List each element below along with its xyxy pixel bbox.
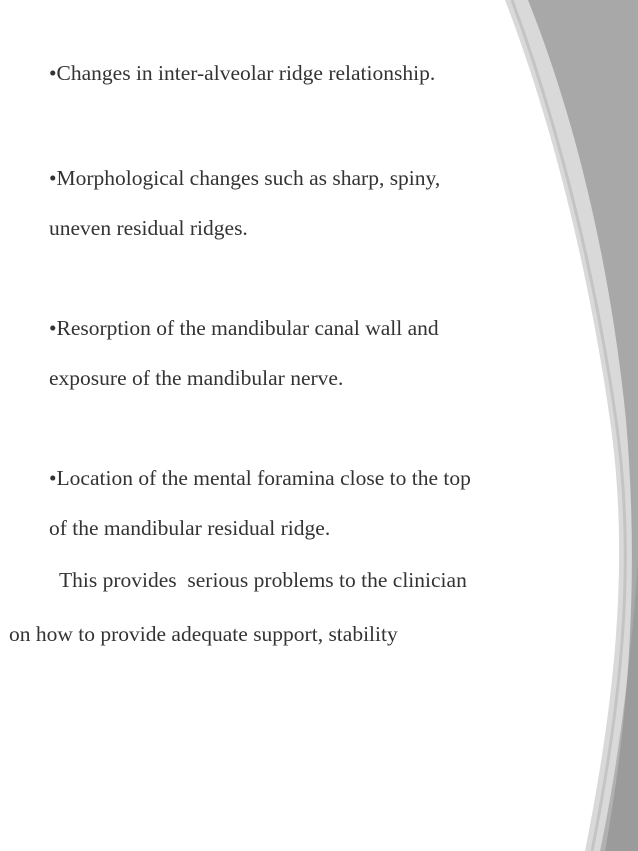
bullet-line-3: •Resorption of the mandibular canal wall and [49,316,439,340]
bullet-line-1: •Changes in inter-alveolar ridge relationship. [49,61,436,85]
bullet-line-4-cont: of the mandibular residual ridge. [49,516,331,540]
bullet-line-4: •Location of the mental foramina close to the top [49,466,471,490]
bullet-line-2-cont: uneven residual ridges. [49,216,248,240]
paragraph-line-2: on how to provide adequate support, stability [9,622,398,646]
bullet-line-3-cont: exposure of the mandibular nerve. [49,366,344,390]
bullet-line-2: •Morphological changes such as sharp, spiny, [49,166,441,190]
paragraph-line-1: This provides serious problems to the clinician [54,568,467,592]
